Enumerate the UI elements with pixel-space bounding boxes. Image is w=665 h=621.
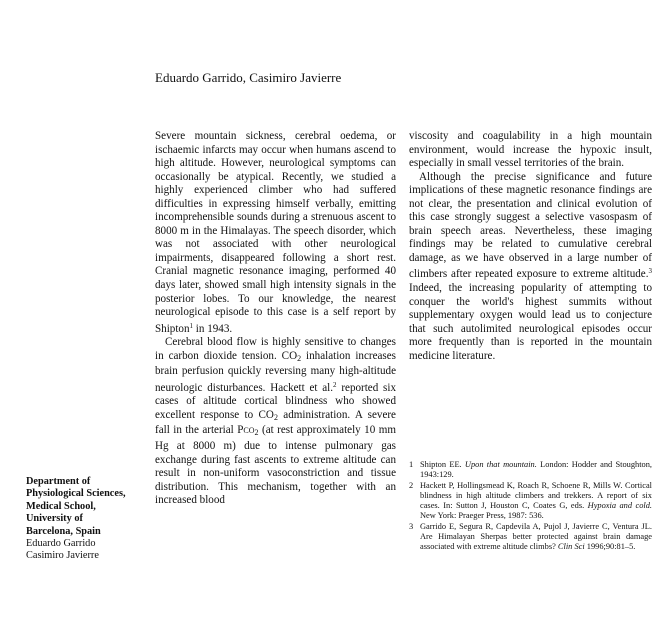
reference-item [409, 481, 652, 521]
paragraph-text: reported six cases of altitude cortical blindness who showed excellent response to CO [155, 381, 396, 421]
reference-list [409, 460, 652, 553]
right-text-column [409, 130, 652, 363]
citation-superscript: 2 [333, 380, 337, 389]
reference-number: 3 [409, 522, 414, 531]
affiliation-line: Barcelona, Spain [26, 525, 101, 537]
reference-item [409, 522, 652, 552]
affiliation-author-name: Casimiro Javierre [26, 550, 99, 562]
paragraph-text: Cerebral blood flow is highly sensitive to changes in carbon dioxide tension. CO [155, 336, 396, 362]
body-paragraph [409, 171, 652, 364]
reference-number: 1 [409, 460, 414, 469]
subscript: 2 [273, 412, 278, 422]
affiliation-author-name: Eduardo Garrido [26, 538, 96, 550]
body-paragraph: viscosity and coagulability in a high mountain environment, would increase the hypoxic insult, especially in small vessel territories of the brain. [409, 130, 652, 170]
pco-symbol: Pco [237, 424, 255, 437]
affiliation-line: Physiological Sciences, [26, 488, 126, 500]
reference-text: Hackett P, Hollingsmead K, Roach R, Schoene R, Mills W. Cortical blindness in high altitude climbers and trekkers. A report of six cases. In: Sutton J, Houston C, Coates G, eds. Hypoxia and cold. New York: Praeger Press, 1987: 536. [420, 481, 652, 520]
author-line: Eduardo Garrido, Casimiro Javierre [155, 70, 342, 85]
paragraph-text: Although the precise significance and future implications of these magnetic resonance findings are not clear, the presentation and clinical evolution of this case strongly suggest a selective vasospasm of brain speech areas. Nevertheless, these imaging findings may be related to cumulative cerebral damage, as we have observed in a large number of climbers after repeated exposure to extreme altitude. [409, 170, 652, 281]
paragraph-text: Indeed, the increasing popularity of attempting to conquer the world's highest summits without supplementary oxygen would lead us to conjecture that such autolimited neurological episodes occur more frequently than is reported in the mountain medicine literature. [409, 282, 652, 362]
affiliation-line: Department of [26, 476, 91, 487]
left-text-column [155, 130, 396, 508]
reference-text: Garrido E, Segura R, Capdevila A, Pujol J, Javierre C, Ventura JL. Are Himalayan Sherpas better protected against brain damage associated with extreme altitude climbs? Clin Sci 1996;90:81–5. [420, 522, 652, 551]
reference-text: Shipton EE. Upon that mountain. London: Hodder and Stoughton, 1943:129. [420, 460, 653, 479]
paragraph-text: in 1943. [193, 322, 233, 335]
reference-item [409, 460, 652, 480]
reference-number: 2 [409, 481, 414, 490]
subscript: 2 [254, 428, 259, 438]
paragraph-text: (at rest approximately 10 mm Hg at 8000 m) due to intense pulmonary gas exchange during fast ascents to extreme altitude can result in non-uniform vasoconstriction and tissue distribution. This mechanism, together with an increased blood [155, 424, 396, 507]
affiliation-line: Medical School, [26, 500, 96, 512]
author-affiliation [26, 476, 146, 563]
paragraph-text: administration. A severe fall in the arterial [155, 408, 396, 437]
affiliation-line: University of [26, 513, 83, 525]
subscript: 2 [297, 353, 302, 363]
paragraph-text: inhalation increases brain perfusion quickly reversing many high-altitude neurologic disturbances. Hackett et al. [155, 349, 396, 394]
body-paragraph [155, 336, 396, 508]
body-paragraph [155, 130, 396, 336]
paragraph-text: Severe mountain sickness, cerebral oedema, or ischaemic infarcts may occur when humans ascend to high altitude. However, neurological symptoms can occasionally be atypical. Recently, we studied a highly experienced climber who had suffered difficulties in expressing himself verbally, emitting incomprehensible sounds during a strenuous ascent to 8000 m in the Himalayas. The speech disorder, which was not associated with other neurological impairments, disappeared following a short rest. Cranial magnetic resonance imaging, performed 40 days later, showed small high intensity signals in the posterior lobes. To our knowledge, the nearest neurological episode to this case is a self report by Shipton [155, 130, 396, 335]
citation-superscript: 3 [648, 267, 652, 276]
citation-superscript: 1 [189, 321, 194, 330]
